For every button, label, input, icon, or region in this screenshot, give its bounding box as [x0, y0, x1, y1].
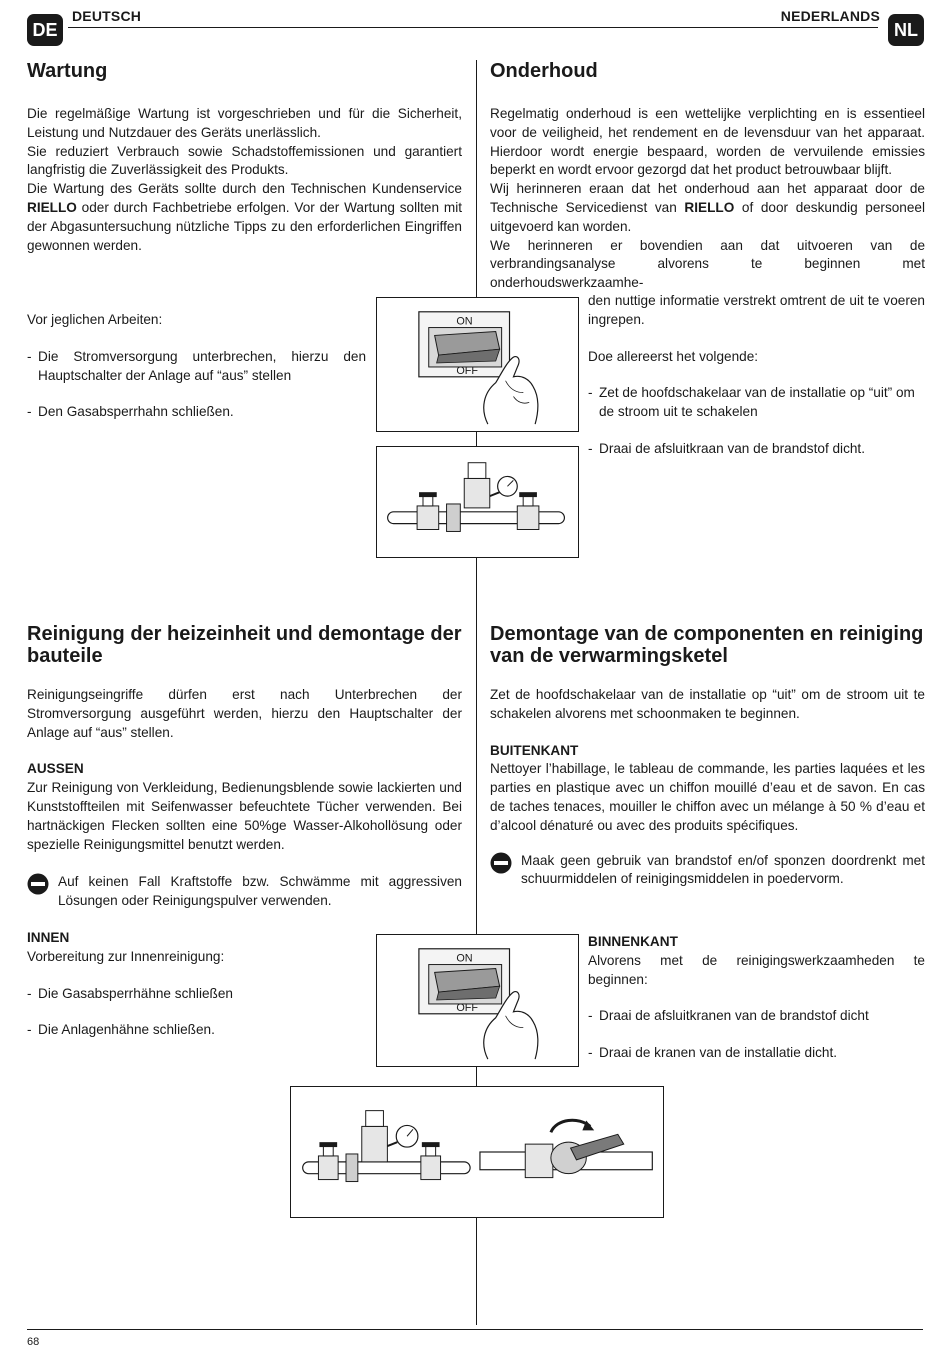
section-title: Onderhoud [490, 60, 598, 82]
de-wartung-section [27, 60, 462, 255]
nl-binnenkant-steps [588, 933, 925, 1063]
paragraph: Regelmatig onderhoud is een wettelijke verplichting en is essentieel voor de veiligheid, het rendement en de levensduur van het apparaat. Hierdoor wordt energie bespaard, worden de vervuilende emissies beperkt en wordt ervoor gezorgd dat het product betrouwbaar blijft. [490, 106, 925, 178]
section-title: Wartung [27, 60, 108, 82]
paragraph: Reinigungseingriffe dürfen erst nach Unterbrechen der Stromversorgung ausgeführt werden, hierzu den Hauptschalter der Anlage auf “aus” stellen. [27, 687, 462, 740]
nl-onderhoud-steps [588, 292, 925, 459]
language-label-de: DEUTSCH [72, 8, 142, 24]
paragraph: Vorbereitung zur Innenreinigung: [27, 948, 225, 964]
paragraph: Zet de hoofdschakelaar van de installatie op “uit” om de stroom uit te schakelen alvorens met schoonmaken te beginnen. [490, 687, 925, 721]
main-switch-illustration [377, 935, 578, 1066]
list-item: - Die Gasabsperrhähne schließen [27, 985, 462, 1004]
paragraph: We herinneren er bovendien aan dat uitvoeren van de verbrandingsanalyse alvorens te beginnen met onderhoudswerkzaamhe- [490, 237, 925, 291]
paragraph: Die regelmäßige Wartung ist vorgeschrieben und für die Sicherheit, Leistung und Nutzdauer des Geräts unerlässlich. [27, 106, 462, 140]
paragraph: Doe allereerst het volgende: [588, 348, 759, 364]
valves-illustration [291, 1087, 663, 1217]
footer-rule [27, 1329, 923, 1330]
prohibition-icon [490, 852, 512, 874]
switch-off-label: OFF [456, 364, 478, 377]
paragraph: den nuttige informatie verstrekt omtrent de uit te voeren ingrepen. [588, 293, 925, 327]
switch-on-label: ON [456, 952, 473, 965]
section-title: Demontage van de componenten en reiniging van de verwarmingsketel [490, 623, 924, 667]
gas-valve-figure [376, 446, 579, 558]
list-item: - Den Gasabsperrhahn schließen. [27, 403, 366, 422]
valves-figure [290, 1086, 664, 1218]
subheading-innen: INNEN [27, 929, 70, 945]
list-item: - Draai de kranen van de installatie dicht. [588, 1044, 925, 1063]
nl-onderhoud-section [490, 60, 925, 293]
list-item: - Zet de hoofdschakelaar van de installatie op “uit” om de stroom uit te schakelen [588, 384, 925, 422]
switch-on-label: ON [456, 315, 473, 328]
subheading-binnenkant: BINNENKANT [588, 934, 678, 949]
main-switch-illustration [377, 298, 578, 431]
paragraph: Zur Reinigung von Verkleidung, Bedienungsblende sowie lackierten und Kunststoffteilen mit Seifenwasser befeuchtete Tücher verwenden. Bei hartnäckigen Flecken sollten eine 50%ge Wasser-Alkohollösung oder spezielle Reinigungsmittel benutzt werden. [27, 780, 462, 852]
paragraph: Alvorens met de reinigingswerkzaamheden te beginnen: [588, 952, 925, 987]
header-rule [68, 27, 878, 28]
brand-name: RIELLO [684, 199, 735, 215]
page-number: 68 [27, 1336, 40, 1348]
warning-note: Auf keinen Fall Kraftstoffe bzw. Schwämme mit aggressiven Lösungen oder Reinigungspulver verwenden. [27, 873, 462, 911]
main-switch-figure-2 [376, 934, 579, 1067]
list-item: - Draai de afsluitkranen van de brandstof dicht [588, 1007, 925, 1026]
paragraph: Nettoyer l’habillage, le tableau de commande, les parties laquées et les parties en plastique avec un chiffon mouillé d’eau et de savon. En cas de taches tenaces, mouiller le chiffon avec un mélange à 50 % d’eau et d’alcool dénaturé ou avec des produits spécifiques. [490, 761, 925, 833]
prohibition-icon [27, 873, 49, 895]
gas-valve-illustration [377, 447, 578, 557]
subheading-buitenkant: BUITENKANT [490, 742, 579, 758]
main-switch-figure [376, 297, 579, 432]
list-item: - Die Anlagenhähne schließen. [27, 1021, 462, 1040]
switch-off-label: OFF [456, 1001, 478, 1014]
nl-demontage-section [490, 623, 925, 889]
warning-note: Maak geen gebruik van brandstof en/of sponzen doordrenkt met schuurmiddelen of reinigingsmiddelen in poedervorm. [490, 852, 925, 890]
brand-name: RIELLO [27, 199, 77, 215]
language-label-nl: NEDERLANDS [780, 8, 880, 24]
list-item: - Die Stromversorgung unterbrechen, hierzu den Hauptschalter der Anlage auf “aus” stellen [27, 348, 366, 386]
subheading-aussen: AUSSEN [27, 761, 84, 777]
paragraph: Sie reduziert Verbrauch sowie Schadstoffemissionen und garantiert langfristig die Zuverlässigkeit des Produkts. [27, 143, 462, 178]
language-badge-nl: NL [888, 14, 924, 46]
paragraph: Die Wartung des Geräts sollte durch den Technischen Kundenservice RIELLO oder durch Fachbetriebe erfolgen. Vor der Wartung sollten mit der Abgasuntersuchung nützliche Tipps zu den erforderlichen Eingriffen gewonnen werden. [27, 181, 462, 253]
paragraph: Wij herinneren eraan dat het onderhoud aan het apparaat door de Technische Servicedienst van RIELLO of door deskundig personeel uitgevoerd kan worden. [490, 181, 925, 234]
de-wartung-steps [27, 311, 366, 422]
language-badge-de: DE [27, 14, 63, 46]
paragraph: Vor jeglichen Arbeiten: [27, 312, 163, 327]
section-title: Reinigung der heizeinheit und demontage der bauteile [27, 623, 462, 667]
list-item: - Draai de afsluitkraan van de brandstof dicht. [588, 440, 925, 459]
